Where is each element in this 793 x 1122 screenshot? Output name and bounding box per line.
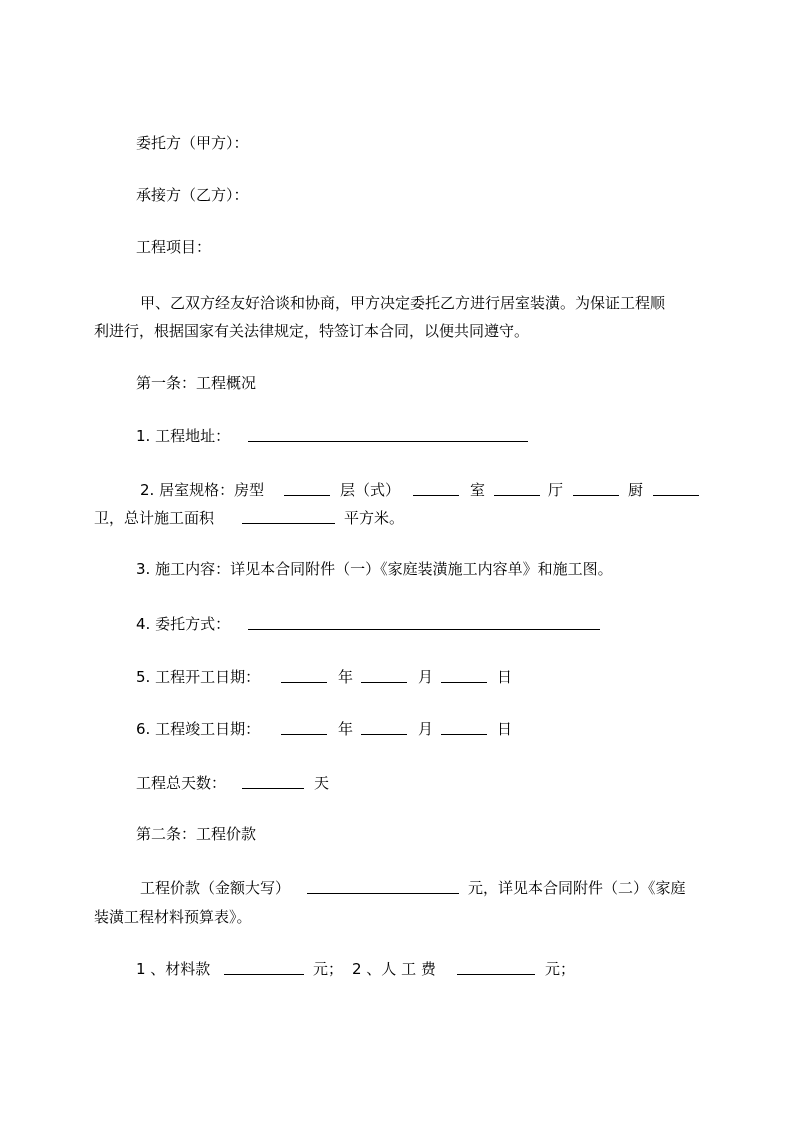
material-label: 1 、材料款 <box>136 960 211 978</box>
item-2-hall: 厅 <box>548 481 564 499</box>
material-unit: 元； <box>313 960 344 978</box>
hall-blank <box>573 481 619 496</box>
floor-blank <box>413 481 459 496</box>
item-2-room: 室 <box>470 481 486 499</box>
labor-amount-blank <box>457 960 535 975</box>
end-month-blank <box>361 720 407 735</box>
intro-line-1: 甲、乙双方经友好洽谈和协商，甲方决定委托乙方进行居室装潢。为保证工程顺 <box>140 294 666 312</box>
labor-unit: 元； <box>545 960 576 978</box>
total-days-blank <box>242 774 304 789</box>
start-year-blank <box>281 668 327 683</box>
total-days-label: 工程总天数： <box>136 774 227 792</box>
price-suffix: 元，详见本合同附件（二）《家庭 <box>468 879 686 897</box>
end-month-label: 月 <box>418 720 434 738</box>
article-1-title: 第一条：工程概况 <box>136 374 257 392</box>
intro-line-2: 利进行，根据国家有关法律规定，特签订本合同，以便共同遵守。 <box>94 322 530 340</box>
article-2-title: 第二条：工程价款 <box>136 825 257 843</box>
party-b-label: 承接方（乙方）： <box>136 186 249 204</box>
start-month-label: 月 <box>418 668 434 686</box>
start-month-blank <box>361 668 407 683</box>
commission-method-blank <box>248 615 600 630</box>
item-4-label: 4. 委托方式： <box>136 615 231 633</box>
price-label: 工程价款（金额大写） <box>140 879 291 897</box>
end-day-label: 日 <box>497 720 513 738</box>
start-day-label: 日 <box>497 668 513 686</box>
item-2-bath-area: 卫，总计施工面积 <box>94 509 215 527</box>
item-1-address-label: 1. 工程地址： <box>136 427 231 445</box>
labor-label: 2 、人 工 费 <box>352 960 436 978</box>
material-amount-blank <box>224 960 304 975</box>
item-6-label: 6. 工程竣工日期： <box>136 720 261 738</box>
party-a-label: 委托方（甲方）： <box>136 134 249 152</box>
start-day-blank <box>441 668 487 683</box>
price-amount-blank <box>307 879 459 894</box>
item-2-kitchen: 厨 <box>628 481 644 499</box>
start-year-label: 年 <box>338 668 354 686</box>
address-blank <box>248 427 528 442</box>
item-2-prefix: 2. 居室规格：房型 <box>140 481 265 499</box>
total-days-unit: 天 <box>314 774 330 792</box>
area-blank <box>242 509 335 524</box>
layout-type-blank <box>284 481 330 496</box>
room-blank <box>494 481 540 496</box>
end-year-label: 年 <box>338 720 354 738</box>
price-line-2: 装潢工程材料预算表》。 <box>94 908 252 926</box>
end-day-blank <box>441 720 487 735</box>
item-5-label: 5. 工程开工日期： <box>136 668 261 686</box>
item-3-content: 3. 施工内容：详见本合同附件（一）《家庭装潢施工内容单》和施工图。 <box>136 560 613 578</box>
kitchen-blank <box>653 481 699 496</box>
item-2-unit: 平方米。 <box>344 509 405 527</box>
project-label: 工程项目： <box>136 238 212 256</box>
end-year-blank <box>281 720 327 735</box>
item-2-floor: 层（式） <box>340 481 401 499</box>
